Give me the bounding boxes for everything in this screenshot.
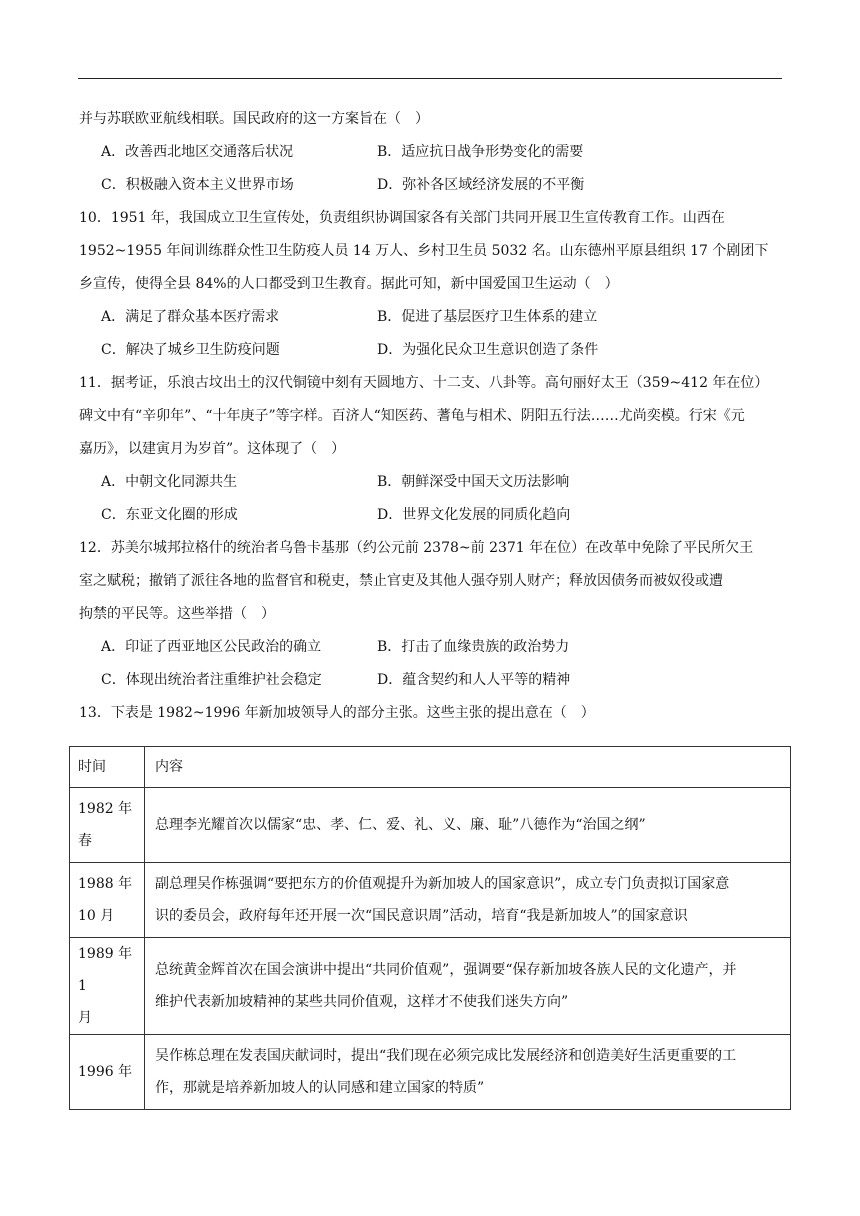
time-line: 1989 年 1 bbox=[78, 946, 133, 994]
question-10-line-1: 10．1951 年，我国成立卫生宣传处，负责组织协调国家各有关部门共同开展卫生宣传教育工作。山西在 bbox=[79, 210, 725, 226]
option-c[interactable]: C．东亚文化圈的形成 bbox=[101, 507, 238, 523]
content-line: 作，那就是培养新加坡人的认同感和建立国家的特质” bbox=[155, 1080, 485, 1096]
table-header-time: 时间 bbox=[70, 747, 145, 788]
question-11-options-cd bbox=[79, 504, 791, 537]
question-11-line-3: 嘉历》，以建寅月为岁首”。这体现了（ ） bbox=[79, 441, 346, 457]
content-line: 总统黄金辉首次在国会演讲中提出“共同价值观”，强调要“保存新加坡各族人民的文化遗产，并 bbox=[155, 962, 737, 978]
question-13 bbox=[79, 702, 791, 735]
option-c[interactable]: C．积极融入资本主义世界市场 bbox=[101, 177, 294, 193]
option-b[interactable]: B．适应抗日战争形势变化的需要 bbox=[377, 144, 584, 160]
table-row bbox=[70, 863, 791, 938]
table-cell-content bbox=[145, 788, 791, 863]
table-row bbox=[70, 938, 791, 1035]
question-9 bbox=[79, 108, 791, 207]
question-9-options-ab bbox=[79, 141, 791, 174]
question-9-options-cd bbox=[79, 174, 791, 207]
table-header-content: 内容 bbox=[145, 747, 791, 788]
table-header-row bbox=[70, 747, 791, 788]
header-rule bbox=[78, 78, 782, 79]
table-cell-time bbox=[70, 938, 145, 1035]
question-10-options-ab bbox=[79, 306, 791, 339]
content-line: 维护代表新加坡精神的某些共同价值观，这样才不使我们迷失方向” bbox=[155, 994, 569, 1010]
question-13-table bbox=[69, 746, 791, 1110]
question-12-options-cd bbox=[79, 669, 791, 702]
exam-page bbox=[79, 108, 791, 735]
option-d[interactable]: D．蕴含契约和人人平等的精神 bbox=[377, 672, 571, 688]
question-11-line-1: 11．据考证，乐浪古坟出土的汉代铜镜中刻有天圆地方、十二支、八卦等。高句丽好太王（359~412 年在位） bbox=[79, 375, 769, 391]
time-line: 1996 年 bbox=[78, 1064, 133, 1080]
time-line: 1982 年 bbox=[78, 801, 133, 817]
time-line: 春 bbox=[78, 833, 92, 849]
time-line: 10 月 bbox=[78, 908, 115, 924]
question-11-line-2: 碑文中有“辛卯年”、“十年庚子”等字样。百济人“知医药、蓍龟与相术、阴阳五行法……尤尚奕模。行宋《元 bbox=[79, 408, 745, 424]
table-cell-content bbox=[145, 863, 791, 938]
option-a[interactable]: A．中朝文化同源共生 bbox=[101, 474, 238, 490]
question-12 bbox=[79, 537, 791, 702]
option-b[interactable]: B．打击了血缘贵族的政治势力 bbox=[377, 639, 570, 655]
table-cell-time bbox=[70, 863, 145, 938]
question-10-options-cd bbox=[79, 339, 791, 372]
option-d[interactable]: D．为强化民众卫生意识创造了条件 bbox=[377, 342, 599, 358]
question-12-line-1: 12．苏美尔城邦拉格什的统治者乌鲁卡基那（约公元前 2378~前 2371 年在位）在改革中免除了平民所欠王 bbox=[79, 540, 754, 556]
question-10-line-2: 1952~1955 年间训练群众性卫生防疫人员 14 万人、乡村卫生员 5032 名。山东德州平原县组织 17 个剧团下 bbox=[79, 243, 769, 259]
content-line: 总理李光耀首次以儒家“忠、孝、仁、爱、礼、义、廉、耻”八德作为“治国之纲” bbox=[155, 817, 646, 833]
option-c[interactable]: C．体现出统治者注重维护社会稳定 bbox=[101, 672, 322, 688]
option-b[interactable]: B．朝鲜深受中国天文历法影响 bbox=[377, 474, 570, 490]
question-13-stem: 13．下表是 1982~1996 年新加坡领导人的部分主张。这些主张的提出意在（ ） bbox=[79, 705, 595, 721]
question-11 bbox=[79, 372, 791, 537]
question-12-line-2: 室之赋税；撤销了派往各地的监督官和税吏，禁止官吏及其他人强夺别人财产；释放因债务而被奴役或遭 bbox=[79, 573, 723, 589]
question-9-stem: 并与苏联欧亚航线相联。国民政府的这一方案旨在（ ） bbox=[79, 111, 429, 127]
question-10-line-3: 乡宣传，使得全县 84%的人口都受到卫生教育。据此可知，新中国爱国卫生运动（ ） bbox=[79, 276, 619, 292]
time-line: 月 bbox=[78, 1010, 92, 1026]
question-10 bbox=[79, 207, 791, 372]
option-c[interactable]: C．解决了城乡卫生防疫问题 bbox=[101, 342, 280, 358]
content-line: 吴作栋总理在发表国庆献词时，提出“我们现在必须完成比发展经济和创造美好生活更重要的工 bbox=[155, 1048, 737, 1064]
content-line: 识的委员会，政府每年还开展一次“国民意识周”活动，培育“我是新加坡人”的国家意识 bbox=[155, 908, 688, 924]
option-a[interactable]: A．改善西北地区交通落后状况 bbox=[101, 144, 294, 160]
table-cell-content bbox=[145, 938, 791, 1035]
table-row bbox=[70, 1035, 791, 1110]
option-a[interactable]: A．印证了西亚地区公民政治的确立 bbox=[101, 639, 322, 655]
question-12-line-3: 拘禁的平民等。这些举措（ ） bbox=[79, 606, 275, 622]
table-cell-time bbox=[70, 788, 145, 863]
time-line: 1988 年 bbox=[78, 876, 133, 892]
option-a[interactable]: A．满足了群众基本医疗需求 bbox=[101, 309, 280, 325]
question-12-options-ab bbox=[79, 636, 791, 669]
table-cell-content bbox=[145, 1035, 791, 1110]
option-d[interactable]: D．世界文化发展的同质化趋向 bbox=[377, 507, 571, 523]
content-line: 副总理吴作栋强调“要把东方的价值观提升为新加坡人的国家意识”，成立专门负责拟订国家意 bbox=[155, 876, 730, 892]
option-d[interactable]: D．弥补各区域经济发展的不平衡 bbox=[377, 177, 585, 193]
question-11-options-ab bbox=[79, 471, 791, 504]
table-cell-time bbox=[70, 1035, 145, 1110]
table-row bbox=[70, 788, 791, 863]
option-b[interactable]: B．促进了基层医疗卫生体系的建立 bbox=[377, 309, 598, 325]
